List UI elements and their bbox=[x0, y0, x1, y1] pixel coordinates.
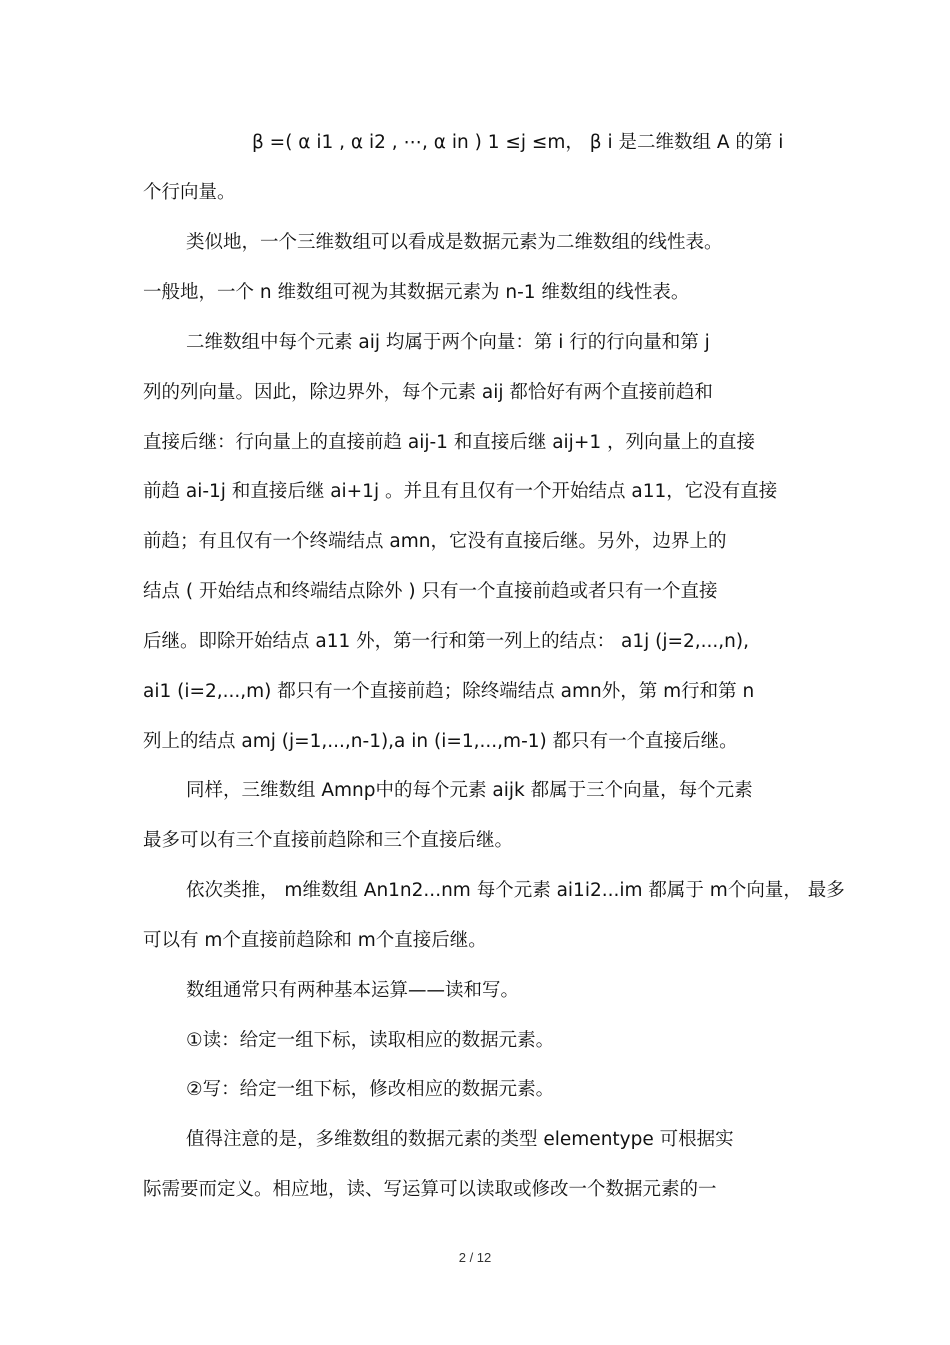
paragraph-line: 后继。即除开始结点 a11 外，第一行和第一列上的结点： a1j (j=2,...,n), bbox=[143, 631, 750, 652]
paragraph-line: 类似地，一个三维数组可以看成是数据元素为二维数组的线性表。 bbox=[186, 232, 723, 253]
page-number: 2 / 12 bbox=[458, 1250, 492, 1265]
paragraph-line: 依次类推， m维数组 An1n2...nm 每个元素 ai1i2...im 都属于 m个向量， 最多 bbox=[186, 880, 845, 901]
paragraph-line: 可以有 m个直接前趋除和 m个直接后继。 bbox=[143, 930, 487, 951]
paragraph-line: 同样，三维数组 Amnp中的每个元素 aijk 都属于三个向量，每个元素 bbox=[186, 780, 753, 801]
paragraph-line: 前趋 ai-1j 和直接后继 ai+1j 。并且有且仅有一个开始结点 a11，它没有直接 bbox=[143, 481, 778, 502]
formula-line: β =( α i1 , α i2 , ⋯, α in ) 1 ≤j ≤m， β i 是二维数组 A 的第 i bbox=[252, 132, 784, 153]
paragraph-line: 个行向量。 bbox=[143, 182, 236, 203]
paragraph-line: 列上的结点 amj (j=1,...,n-1),a in (i=1,...,m-1) 都只有一个直接后继。 bbox=[143, 731, 738, 752]
paragraph-line: 数组通常只有两种基本运算——读和写。 bbox=[186, 980, 520, 1001]
paragraph-line: 结点 ( 开始结点和终端结点除外 ) 只有一个直接前趋或者只有一个直接 bbox=[143, 581, 718, 602]
paragraph-line: 一般地，一个 n 维数组可视为其数据元素为 n-1 维数组的线性表。 bbox=[143, 282, 690, 303]
paragraph-line: 最多可以有三个直接前趋除和三个直接后继。 bbox=[143, 830, 514, 851]
list-item: ①读：给定一组下标，读取相应的数据元素。 bbox=[186, 1030, 555, 1051]
paragraph-line: 列的列向量。因此，除边界外，每个元素 aij 都恰好有两个直接前趋和 bbox=[143, 382, 713, 403]
paragraph-line: 际需要而定义。相应地，读、写运算可以读取或修改一个数据元素的一 bbox=[143, 1179, 717, 1200]
paragraph-line: 二维数组中每个元素 aij 均属于两个向量：第 i 行的行向量和第 j bbox=[186, 332, 710, 353]
list-item: ②写：给定一组下标，修改相应的数据元素。 bbox=[186, 1079, 555, 1100]
paragraph-line: ai1 (i=2,...,m) 都只有一个直接前趋；除终端结点 amn外，第 m行和第 n bbox=[143, 681, 755, 702]
paragraph-line: 前趋；有且仅有一个终端结点 amn，它没有直接后继。另外，边界上的 bbox=[143, 531, 727, 552]
paragraph-line: 值得注意的是，多维数组的数据元素的类型 elementype 可根据实 bbox=[186, 1129, 734, 1150]
paragraph-line: 直接后继：行向量上的直接前趋 aij-1 和直接后继 aij+1 ，列向量上的直接 bbox=[143, 432, 755, 453]
